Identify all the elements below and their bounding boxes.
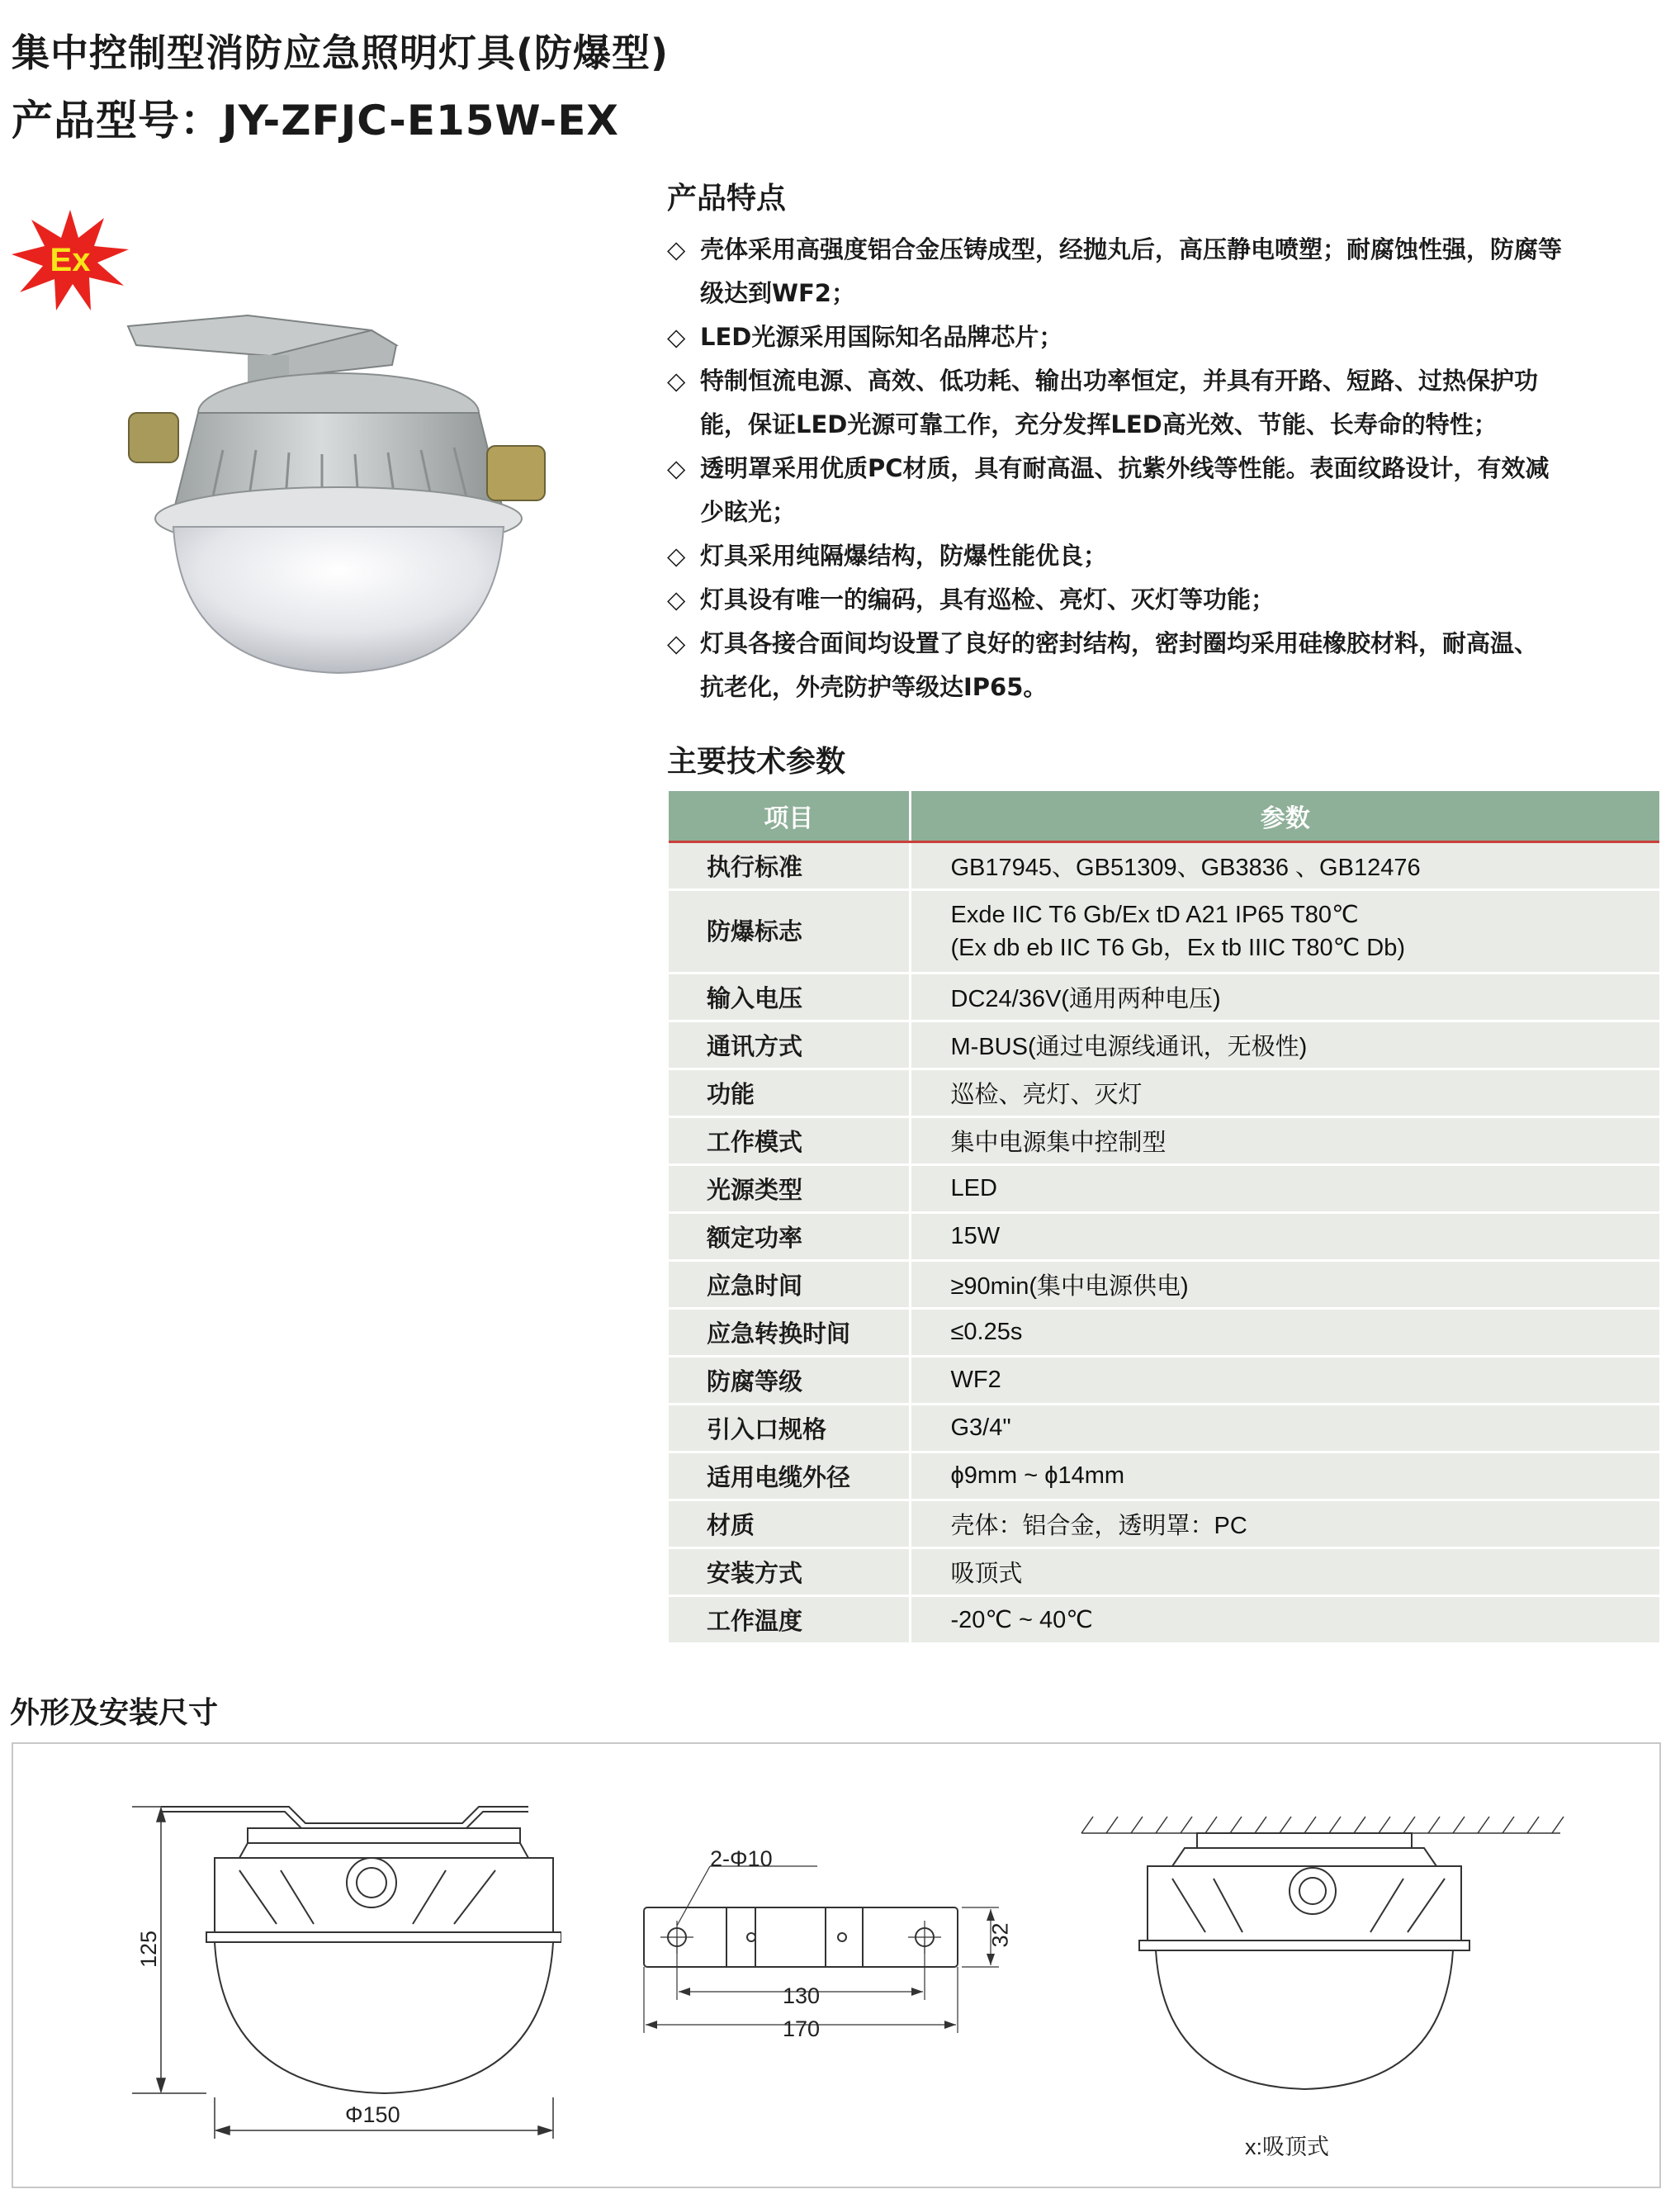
- spec-value: [910, 890, 1659, 974]
- feature-text: 灯具各接合面间均设置了良好的密封结构，密封圈均采用硅橡胶材料，耐高温、: [700, 629, 1539, 657]
- feature-item: [667, 359, 1670, 447]
- spec-item: 额定功率: [669, 1213, 910, 1261]
- feature-text: 壳体采用高强度铝合金压铸成型，经抛丸后，高压静电喷塑；耐腐蚀性强，防腐等: [700, 235, 1563, 263]
- bracket-height-dimension: 32: [987, 1922, 1013, 1948]
- feature-item: [667, 622, 1670, 709]
- spec-value: [910, 1021, 1659, 1069]
- bracket-drawing: [636, 1850, 1048, 2040]
- spec-value-line: Exde IIC T6 Gb/Ex tD A21 IP65 T80℃: [950, 902, 1359, 928]
- spec-value-line: ≥90min(集中电源供电): [950, 1273, 1189, 1300]
- spec-table: [669, 791, 1659, 1645]
- spec-row: [669, 974, 1659, 1021]
- feature-text: LED光源采用国际知名品牌芯片；: [700, 323, 1063, 351]
- spec-value-line: WF2: [950, 1367, 1001, 1393]
- feature-text: 灯具设有唯一的编码，具有巡检、亮灯、灭灯等功能；: [700, 585, 1275, 614]
- diamond-bullet-icon: ◇: [667, 454, 686, 482]
- spec-row: [669, 1309, 1659, 1357]
- ceiling-mount-drawing: [1073, 1800, 1569, 2114]
- spec-item: 通讯方式: [669, 1021, 910, 1069]
- spec-value-line: GB17945、GB51309、GB3836 、GB12476: [950, 855, 1421, 881]
- outer-width-dimension: 170: [783, 2016, 821, 2041]
- feature-text: 少眩光；: [700, 498, 797, 526]
- spec-item: 材质: [669, 1500, 910, 1548]
- spec-item: 光源类型: [669, 1165, 910, 1213]
- spec-row: [669, 1021, 1659, 1069]
- side-view-drawing: [116, 1792, 561, 2155]
- spec-row: [669, 890, 1659, 974]
- diamond-bullet-icon: ◇: [667, 323, 686, 351]
- spec-col-param: 参数: [910, 791, 1659, 842]
- spec-item: 适用电缆外径: [669, 1452, 910, 1500]
- hole-dimension: 2-Φ10: [710, 1846, 773, 1871]
- inner-width-dimension: 130: [783, 1983, 821, 2008]
- spec-item: 功能: [669, 1069, 910, 1117]
- spec-item: 应急转换时间: [669, 1309, 910, 1357]
- spec-item: 执行标准: [669, 842, 910, 890]
- spec-value: [910, 842, 1659, 890]
- spec-value: [910, 974, 1659, 1021]
- spec-row: [669, 1261, 1659, 1309]
- spec-value-line: 吸顶式: [950, 1561, 1023, 1587]
- mount-caption: x:吸顶式: [1245, 2135, 1330, 2159]
- spec-value: [910, 1069, 1659, 1117]
- spec-row: [669, 1452, 1659, 1500]
- spec-item: 输入电压: [669, 974, 910, 1021]
- spec-value: [910, 1165, 1659, 1213]
- feature-item: [667, 534, 1670, 578]
- spec-value-line: 巡检、亮灯、灭灯: [950, 1082, 1143, 1108]
- diamond-bullet-icon: ◇: [667, 542, 686, 570]
- spec-value: [910, 1117, 1659, 1165]
- spec-value: [910, 1213, 1659, 1261]
- feature-text: 级达到WF2；: [700, 279, 855, 307]
- feature-item: [667, 315, 1670, 359]
- diamond-bullet-icon: ◇: [667, 585, 686, 614]
- product-model: 产品型号：JY-ZFJC-E15W-EX: [12, 97, 619, 145]
- ex-badge-icon: [8, 206, 132, 314]
- spec-value: [910, 1596, 1659, 1644]
- spec-item: 工作模式: [669, 1117, 910, 1165]
- spec-row: [669, 1117, 1659, 1165]
- spec-row: [669, 1165, 1659, 1213]
- feature-item: [667, 578, 1670, 622]
- feature-text: 特制恒流电源、高效、低功耗、输出功率恒定，并具有开路、短路、过热保护功: [700, 367, 1539, 395]
- diamond-bullet-icon: ◇: [667, 629, 686, 657]
- spec-value-line: LED: [950, 1175, 997, 1201]
- feature-text: 灯具采用纯隔爆结构，防爆性能优良；: [700, 542, 1108, 570]
- spec-value: [910, 1500, 1659, 1548]
- diameter-dimension: Φ150: [345, 2102, 400, 2127]
- feature-text: 透明罩采用优质PC材质，具有耐高温、抗紫外线等性能。表面纹路设计，有效减: [700, 454, 1550, 482]
- height-dimension: 125: [136, 1930, 162, 1969]
- spec-row: [669, 1405, 1659, 1452]
- product-title: 集中控制型消防应急照明灯具(防爆型): [12, 31, 670, 75]
- feature-text: 抗老化，外壳防护等级达IP65。: [700, 673, 1048, 701]
- spec-value-line: DC24/36V(通用两种电压): [950, 986, 1221, 1012]
- dimensions-heading: 外形及安装尺寸: [10, 1696, 219, 1730]
- spec-value-line: 15W: [950, 1223, 1001, 1249]
- product-photo: [124, 306, 553, 685]
- specs-heading: 主要技术参数: [667, 745, 846, 779]
- spec-value-line: G3/4": [950, 1414, 1011, 1441]
- spec-item: 工作温度: [669, 1596, 910, 1644]
- spec-item: 安装方式: [669, 1548, 910, 1596]
- spec-value: [910, 1548, 1659, 1596]
- spec-value: [910, 1261, 1659, 1309]
- spec-row: [669, 1596, 1659, 1644]
- spec-item: 应急时间: [669, 1261, 910, 1309]
- spec-value-line: (Ex db eb IIC T6 Gb，Ex tb IIIC T80℃ Db): [950, 935, 1405, 961]
- spec-row: [669, 1069, 1659, 1117]
- spec-value-line: ϕ9mm ~ ϕ14mm: [950, 1462, 1125, 1489]
- spec-col-item: 项目: [669, 791, 910, 842]
- feature-item: [667, 447, 1670, 534]
- spec-value: [910, 1309, 1659, 1357]
- spec-value-line: ≤0.25s: [950, 1319, 1023, 1345]
- spec-value-line: 壳体：铝合金，透明罩：PC: [950, 1513, 1247, 1539]
- features-list: [667, 228, 1670, 709]
- spec-value: [910, 1405, 1659, 1452]
- spec-value-line: 集中电源集中控制型: [950, 1130, 1167, 1156]
- spec-row: [669, 1548, 1659, 1596]
- features-heading: 产品特点: [667, 182, 787, 216]
- ex-badge-text: Ex: [50, 242, 91, 278]
- spec-row: [669, 1500, 1659, 1548]
- spec-item: 引入口规格: [669, 1405, 910, 1452]
- spec-item: 防腐等级: [669, 1357, 910, 1405]
- feature-item: [667, 228, 1670, 315]
- spec-value-line: M-BUS(通过电源线通讯，无极性): [950, 1034, 1308, 1060]
- spec-row: [669, 1357, 1659, 1405]
- spec-value: [910, 1357, 1659, 1405]
- feature-text: 能，保证LED光源可靠工作，充分发挥LED高光效、节能、长寿命的特性；: [700, 410, 1498, 438]
- spec-value: [910, 1452, 1659, 1500]
- spec-row: [669, 1213, 1659, 1261]
- spec-value-line: -20℃ ~ 40℃: [950, 1607, 1093, 1633]
- spec-item: 防爆标志: [669, 890, 910, 974]
- diamond-bullet-icon: ◇: [667, 367, 686, 395]
- spec-row: [669, 842, 1659, 890]
- diamond-bullet-icon: ◇: [667, 235, 686, 263]
